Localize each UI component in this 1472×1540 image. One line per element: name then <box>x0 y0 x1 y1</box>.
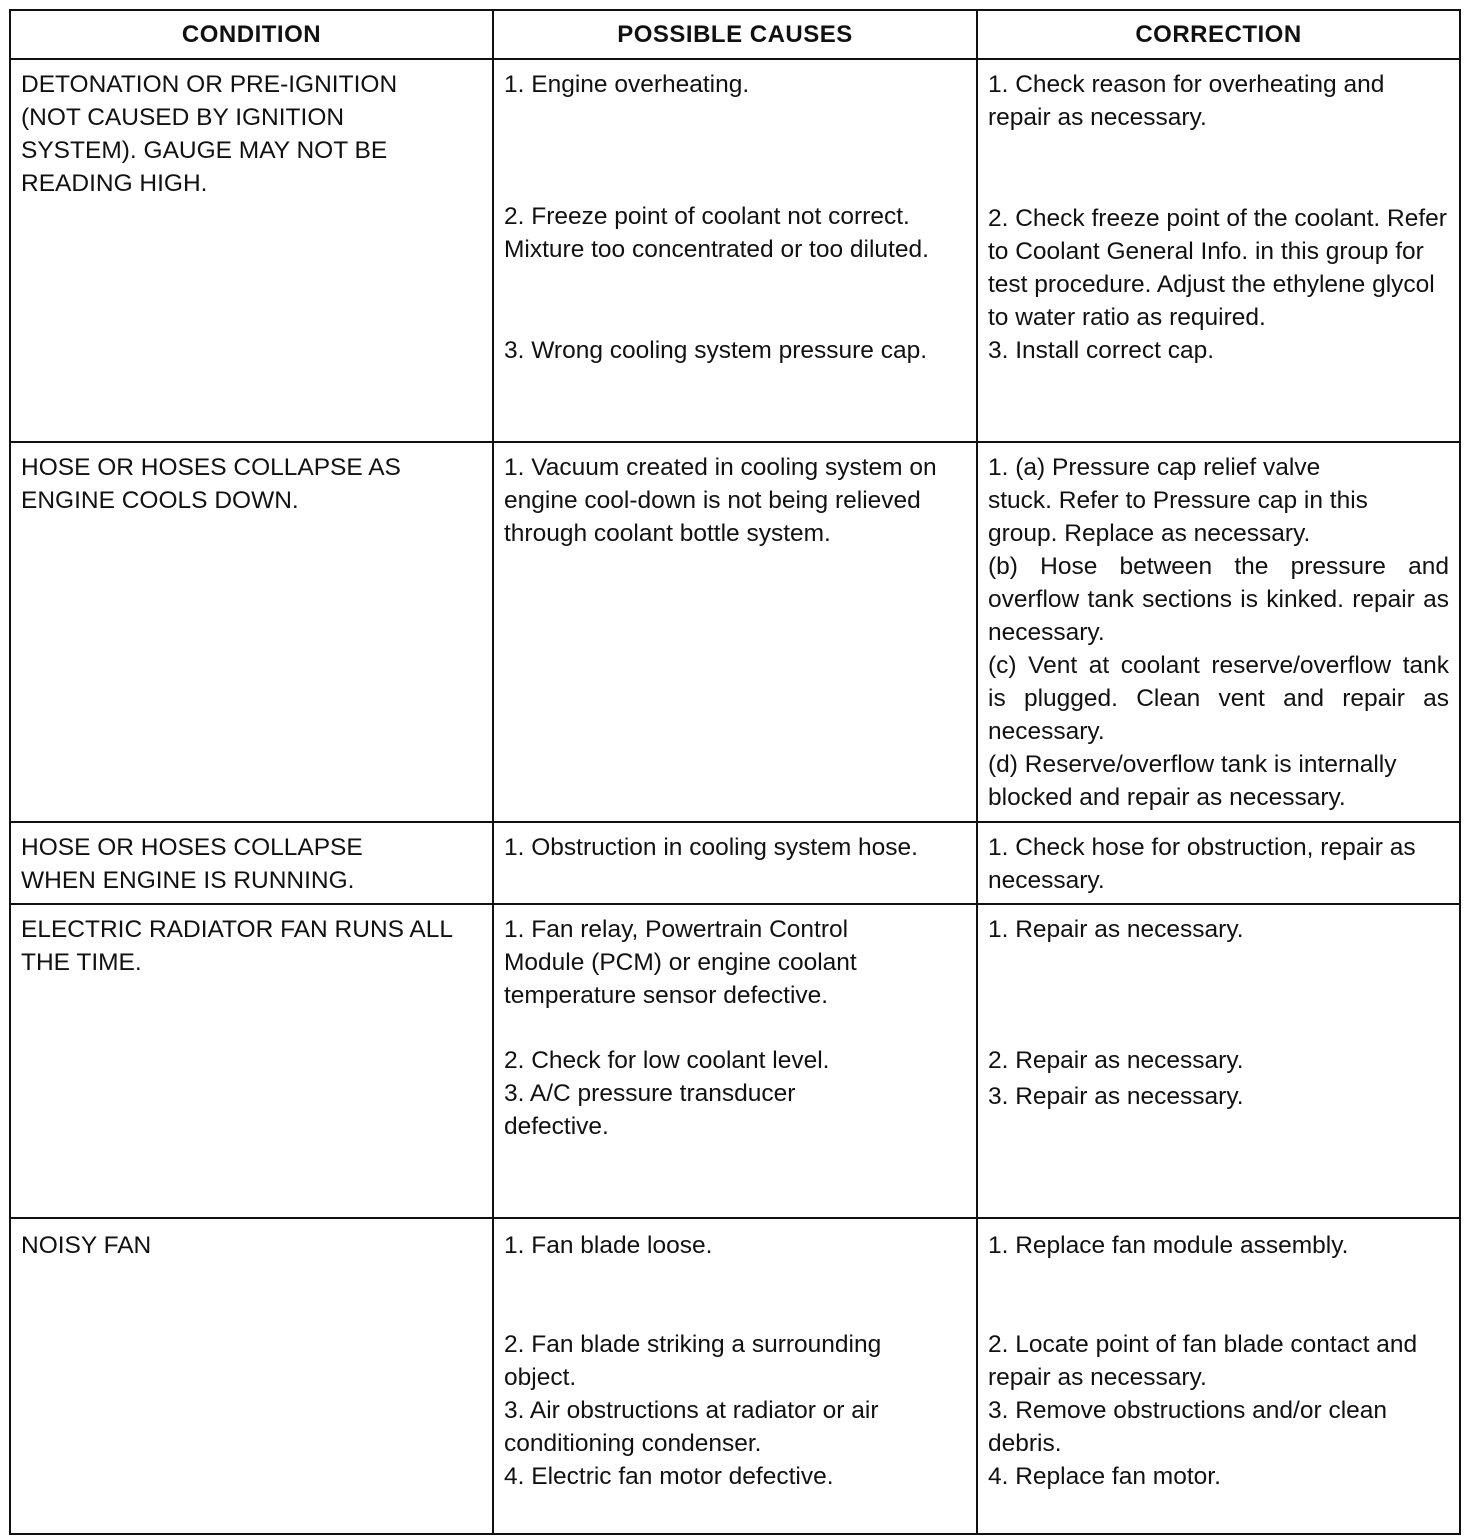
cause-item: 2. Fan blade striking a surrounding object. <box>504 1331 882 1391</box>
condition-text: NOISY FAN <box>21 1232 152 1259</box>
correction-item: 1. Check reason for overheating and repair as necessary. <box>988 71 1385 131</box>
corrections-cell <box>977 59 1460 442</box>
correction-item: 2. Check freeze point of the coolant. Refer to Coolant General Info. in this group for test procedure. Adjust the ethylene glycol to water ratio as required. <box>988 205 1447 331</box>
correction-item: 3. Remove obstructions and/or clean debris. <box>988 1397 1388 1457</box>
cause-item: 3. A/C pressure transducer defective. <box>504 1080 796 1140</box>
causes-cell <box>493 1218 977 1534</box>
table-header-row <box>10 10 1460 59</box>
cause-item: 2. Check for low coolant level. <box>504 1047 830 1074</box>
causes-cell <box>493 822 977 904</box>
condition-cell <box>10 442 493 822</box>
causes-cell <box>493 904 977 1218</box>
table-row <box>10 59 1460 442</box>
cause-item: 3. Air obstructions at radiator or air conditioning condenser. <box>504 1397 879 1457</box>
correction-item: (b) Hose between the pressure and overflow tank sections is kinked. repair as necessary. <box>988 553 1449 646</box>
correction-item: 3. Repair as necessary. <box>988 1083 1244 1110</box>
header-condition: CONDITION <box>10 10 493 59</box>
causes-cell <box>493 442 977 822</box>
corrections-cell <box>977 822 1460 904</box>
cause-item: 1. Vacuum created in cooling system on engine cool-down is not being relieved through coolant bottle system. <box>504 454 937 547</box>
table-row <box>10 822 1460 904</box>
correction-item: 1. Check hose for obstruction, repair as necessary. <box>988 834 1416 894</box>
table-row <box>10 904 1460 1218</box>
header-correction: CORRECTION <box>977 10 1460 59</box>
correction-item: 2. Repair as necessary. <box>988 1047 1244 1074</box>
correction-item: 1. Repair as necessary. <box>988 916 1244 943</box>
condition-cell <box>10 904 493 1218</box>
condition-cell <box>10 822 493 904</box>
diagnosis-table-page <box>9 9 1459 1534</box>
cause-item: 2. Freeze point of coolant not correct. Mixture too concentrated or too diluted. <box>504 203 929 263</box>
correction-item: 3. Install correct cap. <box>988 337 1215 364</box>
correction-item: 1. (a) Pressure cap relief valve stuck. Refer to Pressure cap in this group. Replace as necessary. <box>988 454 1368 547</box>
correction-item: 2. Locate point of fan blade contact and repair as necessary. <box>988 1331 1418 1391</box>
condition-text: HOSE OR HOSES COLLAPSE WHEN ENGINE IS RUNNING. <box>21 834 363 894</box>
condition-text: ELECTRIC RADIATOR FAN RUNS ALL THE TIME. <box>21 916 453 976</box>
corrections-cell <box>977 1218 1460 1534</box>
cause-item: 1. Engine overheating. <box>504 71 750 98</box>
condition-text: HOSE OR HOSES COLLAPSE AS ENGINE COOLS DOWN. <box>21 454 401 514</box>
table-row <box>10 1218 1460 1534</box>
correction-item: 4. Replace fan motor. <box>988 1463 1221 1490</box>
cause-item: 1. Fan blade loose. <box>504 1232 713 1259</box>
correction-item: (d) Reserve/overflow tank is internally blocked and repair as necessary. <box>988 751 1397 811</box>
cause-item: 3. Wrong cooling system pressure cap. <box>504 337 928 364</box>
corrections-cell <box>977 442 1460 822</box>
condition-cell <box>10 59 493 442</box>
cause-item: 1. Obstruction in cooling system hose. <box>504 834 918 861</box>
correction-item: 1. Replace fan module assembly. <box>988 1232 1349 1259</box>
header-possible-causes: POSSIBLE CAUSES <box>493 10 977 59</box>
causes-cell <box>493 59 977 442</box>
cause-item: 1. Fan relay, Powertrain Control Module (PCM) or engine coolant temperature sensor defective. <box>504 916 857 1009</box>
corrections-cell <box>977 904 1460 1218</box>
cause-item: 4. Electric fan motor defective. <box>504 1463 834 1490</box>
table-row <box>10 442 1460 822</box>
cooling-system-diagnosis-table <box>9 9 1461 1535</box>
condition-cell <box>10 1218 493 1534</box>
correction-item: (c) Vent at coolant reserve/overflow tank is plugged. Clean vent and repair as necessary. <box>988 652 1449 745</box>
condition-text: DETONATION OR PRE-IGNITION (NOT CAUSED BY IGNITION SYSTEM). GAUGE MAY NOT BE READING HIGH. <box>21 71 398 197</box>
